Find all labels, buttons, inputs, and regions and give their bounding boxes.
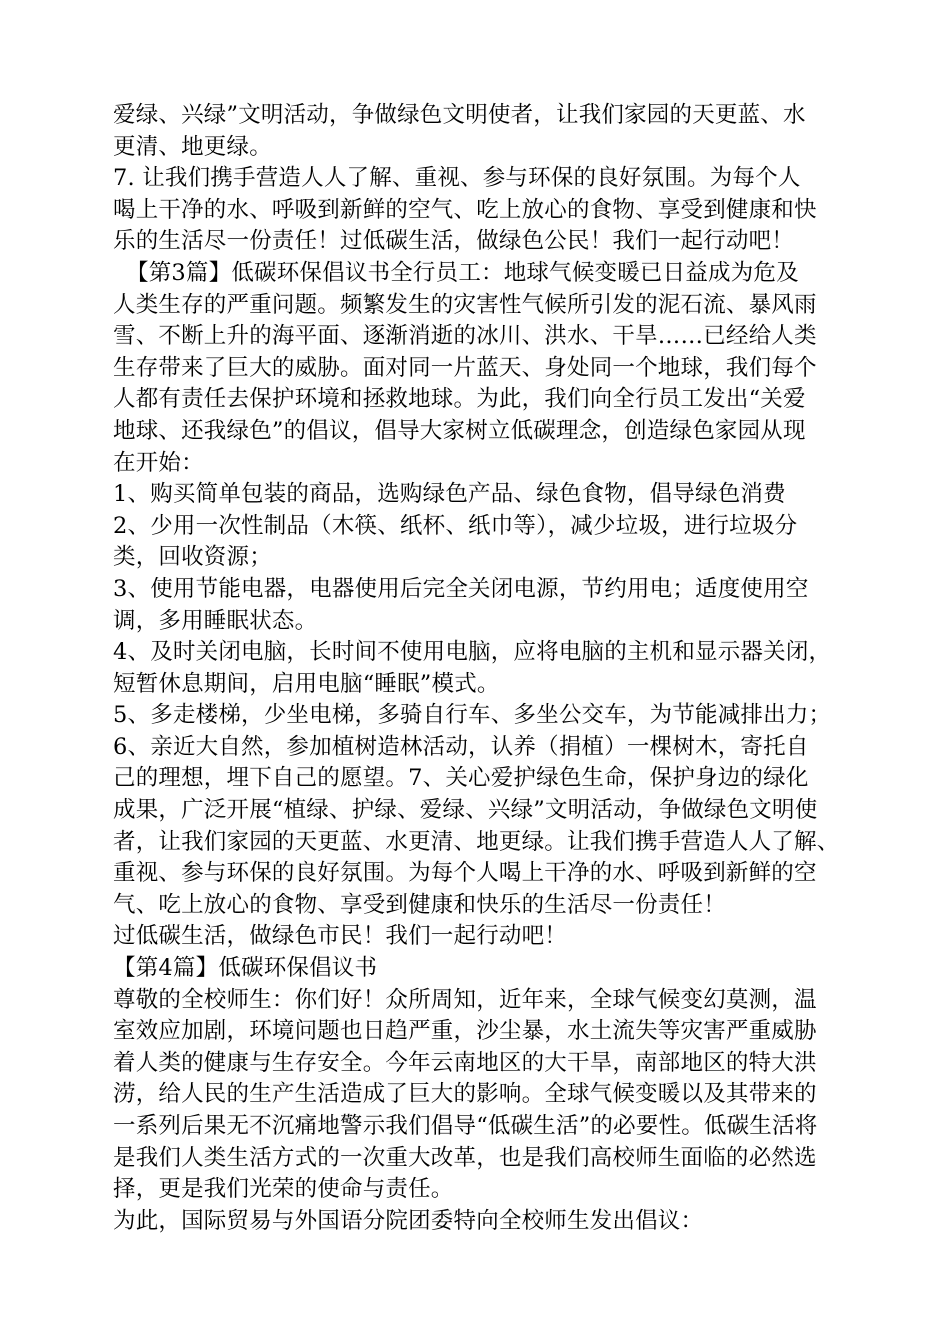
text-line: 7. 让我们携手营造人人了解、重视、参与环保的良好氛围。为每个人 — [113, 165, 801, 192]
text-line: 室效应加剧，环境问题也日趋严重，沙尘暴，水土流失等灾害严重威胁 — [113, 1018, 817, 1045]
text-line: 调，多用睡眠状态。 — [113, 607, 318, 634]
list-item-4: 4、及时关闭电脑，长时间不使用电脑，应将电脑的主机和显示器关闭， — [113, 639, 832, 666]
text-line: 雪、不断上升的海平面、逐渐消逝的冰川、洪水、干旱……已经给人类 — [113, 323, 817, 350]
section-heading-3: 【第3篇】低碳环保倡议书全行员工：地球气候变暖已日益成为危及 — [126, 259, 799, 286]
text-line: 者，让我们家园的天更蓝、水更清、地更绿。让我们携手营造人人了解、 — [113, 828, 840, 855]
text-line: 重视、参与环保的良好氛围。为每个人喝上干净的水、呼吸到新鲜的空 — [113, 860, 817, 887]
text-line: 地球、还我绿色”的倡议，倡导大家树立低碳理念，创造绿色家园从现 — [113, 417, 806, 444]
text-line: 着人类的健康与生存安全。今年云南地区的大干旱，南部地区的特大洪 — [113, 1049, 817, 1076]
text-line: 为此，国际贸易与外国语分院团委特向全校师生发出倡议： — [113, 1207, 704, 1234]
text-line: 己的理想，埋下自己的愿望。7、关心爱护绿色生命，保护身边的绿化 — [113, 765, 809, 792]
text-line: 类，回收资源； — [113, 544, 272, 571]
text-line: 气、吃上放心的食物、享受到健康和快乐的生活尽一份责任！ — [113, 891, 726, 918]
text-line: 人都有责任去保护环境和拯救地球。为此，我们向全行员工发出“关爱 — [113, 386, 806, 413]
text-line: 是我们人类生活方式的一次重大改革，也是我们高校师生面临的必然选 — [113, 1144, 817, 1171]
section-heading-4: 【第4篇】低碳环保倡议书 — [113, 955, 378, 982]
text-line: 过低碳生活，做绿色市民！我们一起行动吧！ — [113, 923, 568, 950]
text-line: 短暂休息期间，启用电脑“睡眠”模式。 — [113, 670, 500, 697]
text-line: 爱绿、兴绿”文明活动，争做绿色文明使者，让我们家园的天更蓝、水 — [113, 102, 806, 128]
text-line: 生存带来了巨大的威胁。面对同一片蓝天、身处同一个地球，我们每个 — [113, 354, 817, 381]
text-line: 喝上干净的水、呼吸到新鲜的空气、吃上放心的食物、享受到健康和快 — [113, 196, 817, 223]
list-item-3: 3、使用节能电器，电器使用后完全关闭电源，节约用电；适度使用空 — [113, 575, 809, 602]
list-item-6: 6、亲近大自然，参加植树造林活动，认养（捐植）一棵树木，寄托自 — [113, 733, 809, 760]
text-line: 乐的生活尽一份责任！过低碳生活，做绿色公民！我们一起行动吧！ — [113, 228, 795, 255]
text-line: 择，更是我们光荣的使命与责任。 — [113, 1176, 454, 1203]
text-line: 在开始： — [113, 449, 204, 476]
text-line: 涝，给人民的生产生活造成了巨大的影响。全球气候变暖以及其带来的 — [113, 1081, 817, 1108]
text-line: 成果，广泛开展“植绿、护绿、爱绿、兴绿”文明活动，争做绿色文明使 — [113, 797, 818, 824]
document-body — [113, 100, 858, 1237]
list-item-5: 5、多走楼梯，少坐电梯，多骑自行车、多坐公交车，为节能减排出力； — [113, 702, 832, 729]
text-line: 更清、地更绿。 — [113, 133, 272, 160]
text-line: 一系列后果无不沉痛地警示我们倡导“低碳生活”的必要性。低碳生活将 — [113, 1113, 818, 1139]
text-line: 尊敬的全校师生：你们好！众所周知，近年来，全球气候变幻莫测，温 — [113, 986, 817, 1013]
list-item-2: 2、少用一次性制品（木筷、纸杯、纸巾等），减少垃圾，进行垃圾分 — [113, 512, 798, 539]
text-line: 人类生存的严重问题。频繁发生的灾害性气候所引发的泥石流、暴风雨 — [113, 291, 817, 318]
list-item-1: 1、购买简单包装的商品，选购绿色产品、绿色食物，倡导绿色消费 — [113, 481, 786, 508]
